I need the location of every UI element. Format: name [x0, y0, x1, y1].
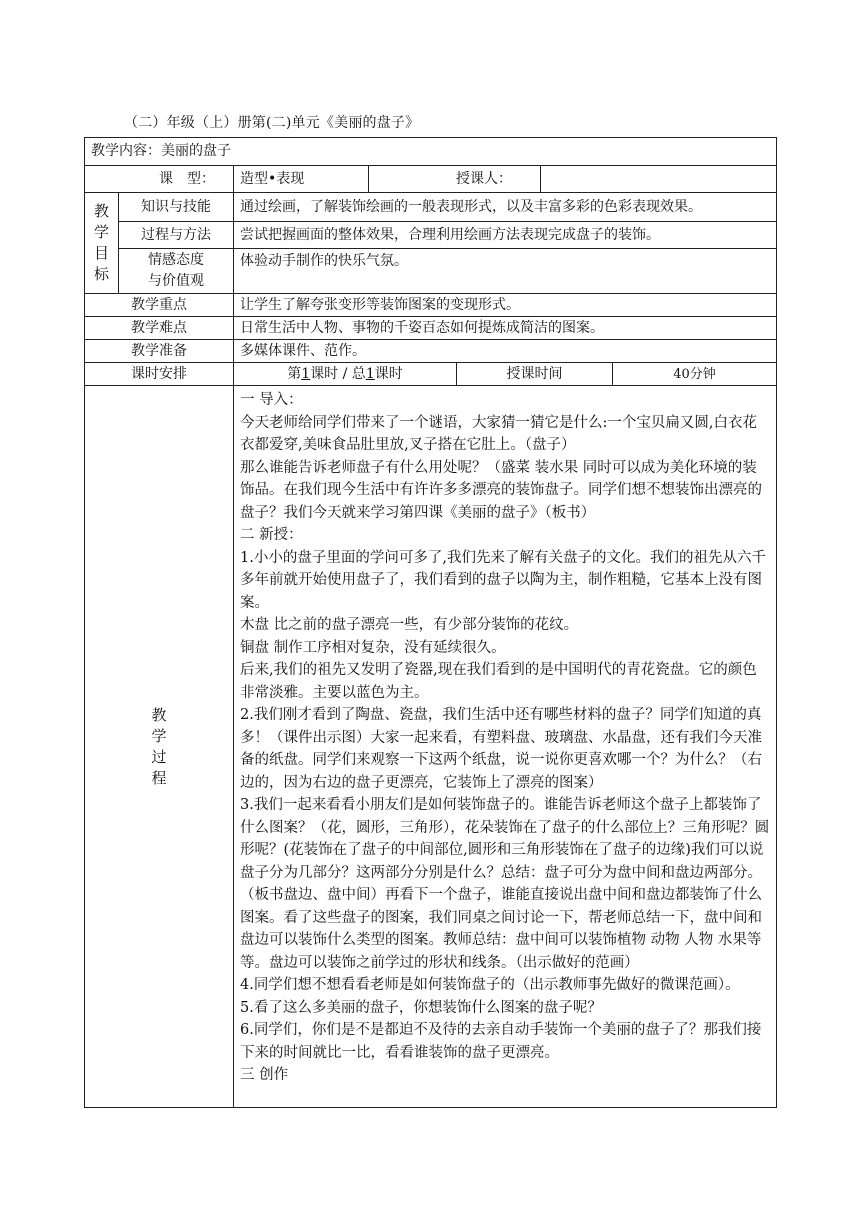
goals-vertical-label: 教 学 目 标 [85, 193, 119, 294]
key-point-label: 教学重点 [85, 294, 234, 317]
goal-emotion-value: 体验动手制作的快乐气氛。 [234, 249, 777, 294]
goal-knowledge-label: 知识与技能 [119, 193, 234, 222]
goal-knowledge-value: 通过绘画，了解装饰绘画的一般表现形式，以及丰富多彩的色彩表现效果。 [234, 193, 777, 222]
row-key-point [85, 294, 777, 317]
process-paragraph: 一 导入： [240, 392, 303, 408]
key-point-value: 让学生了解夸张变形等装饰图案的变现形式。 [234, 294, 777, 317]
type-value: 造型•表现 [234, 166, 369, 193]
process-vertical-label: 教 学 过 程 [85, 386, 234, 1108]
process-paragraph: 5.看了这么多美丽的盘子，你想装饰什么图案的盘子呢？ [240, 999, 602, 1016]
preparation-value: 多媒体课件、范作。 [234, 340, 777, 363]
process-paragraph: 今天老师给同学们带来了一个谜语，大家猜一猜它是什么:一个宝贝扁又圆,白衣花衣都爱穿,美味食品肚里放,叉子搭在它肚上。（盘子） [240, 414, 757, 453]
process-paragraph: 2.我们刚才看到了陶盘、瓷盘，我们生活中还有哪些材料的盘子？同学们知道的真多！（课件出示图）大家一起来看，有塑料盘、玻璃盘、水晶盘，还有我们今天准备的纸盘。同学们来观察一下这两个纸盘，说一说你更喜欢哪一个？为什么？（右边的，因为右边的盘子更漂亮，它装饰上了漂亮的图案） [240, 707, 762, 791]
process-paragraph: 三 创作 [240, 1067, 289, 1083]
row-schedule [85, 363, 777, 386]
row-process [85, 386, 777, 1108]
difficulty-label: 教学难点 [85, 317, 234, 340]
time-label: 授课时间 [457, 363, 613, 386]
row-type [85, 166, 777, 193]
process-paragraph: 1.小小的盘子里面的学问可多了,我们先来了解有关盘子的文化。我们的祖先从六千多年前就开始使用盘子了，我们看到的盘子以陶为主，制作粗糙，它基本上没有图案。 [240, 549, 766, 611]
teacher-value [541, 166, 777, 193]
process-paragraph: 木盘 比之前的盘子漂亮一些，有少部分装饰的花纹。 [240, 617, 579, 633]
document-header: （二）年级（上）册第(二)单元《美丽的盘子》 [124, 115, 420, 131]
process-paragraph: 二 新授： [240, 527, 303, 543]
teacher-label: 授课人： [369, 166, 541, 193]
preparation-label: 教学准备 [85, 340, 234, 363]
process-paragraph: 那么谁能告诉老师盘子有什么用处呢？（盛菜 装水果 同时可以成为美化环境的装饰品。在我们现今生活中有许许多多漂亮的装饰盘子。同学们想不想装饰出漂亮的盘子？我们今天就来学习第四课《美丽的盘子》（板书） [240, 459, 762, 521]
row-goal-process [85, 222, 777, 249]
process-paragraph: 后来,我们的祖先又发明了瓷器,现在我们看到的是中国明代的青花瓷盘。它的颜色非常淡雅。主要以蓝色为主。 [240, 662, 757, 701]
goal-process-value: 尝试把握画面的整体效果，合理利用绘画方法表现完成盘子的装饰。 [234, 222, 777, 249]
time-value: 40分钟 [613, 363, 777, 386]
type-label: 课 型： [85, 166, 234, 193]
lesson-content-cell: 教学内容：美丽的盘子 [85, 138, 777, 166]
difficulty-value: 日常生活中人物、事物的千姿百态如何提炼成简洁的图案。 [234, 317, 777, 340]
lesson-plan-table [84, 137, 777, 1108]
process-paragraph: 3.我们一起来看看小朋友们是如何装饰盘子的。谁能告诉老师这个盘子上都装饰了什么图案？（花，圆形，三角形），花朵装饰在了盘子的什么部位上？三角形呢？圆形呢？(花装饰在了盘子的中间部位,圆形和三角形装饰在了盘子的边缘)我们可以说盘子分为几部分？这两部分分别是什么？总结：盘子可分为盘中间和盘边两部分。（板书盘边、盘中间）再看下一个盘子，谁能直接说出盘中间和盘边都装饰了什么图案。看了这些盘子的图案，我们同桌之间讨论一下，帮老师总结一下，盘中间和盘边可以装饰什么类型的图案。教师总结：盘中间可以装饰植物 动物 人物 水果等等。盘边可以装饰之前学过的形状和线条。（出示做好的范画） [240, 797, 770, 971]
row-goal-emotion [85, 249, 777, 294]
schedule-value: 第1课时 / 总1课时 [234, 363, 457, 386]
process-content [234, 386, 777, 1108]
total-lesson-number: 1 [365, 365, 375, 382]
row-difficulty [85, 317, 777, 340]
goal-emotion-label: 情感态度 与价值观 [119, 249, 234, 294]
row-content [85, 138, 777, 166]
current-lesson-number: 1 [301, 365, 311, 382]
process-paragraph: 6.同学们，你们是不是都迫不及待的去亲自动手装饰一个美丽的盘子了？那我们接下来的时间就比一比，看看谁装饰的盘子更漂亮。 [240, 1022, 762, 1061]
process-paragraph: 铜盘 制作工序相对复杂，没有延续很久。 [240, 639, 506, 656]
goal-process-label: 过程与方法 [119, 222, 234, 249]
row-goal-knowledge [85, 193, 777, 222]
schedule-label: 课时安排 [85, 363, 234, 386]
row-preparation [85, 340, 777, 363]
process-paragraph: 4.同学们想不想看看老师是如何装饰盘子的（出示教师事先做好的微课范画）。 [240, 977, 740, 993]
